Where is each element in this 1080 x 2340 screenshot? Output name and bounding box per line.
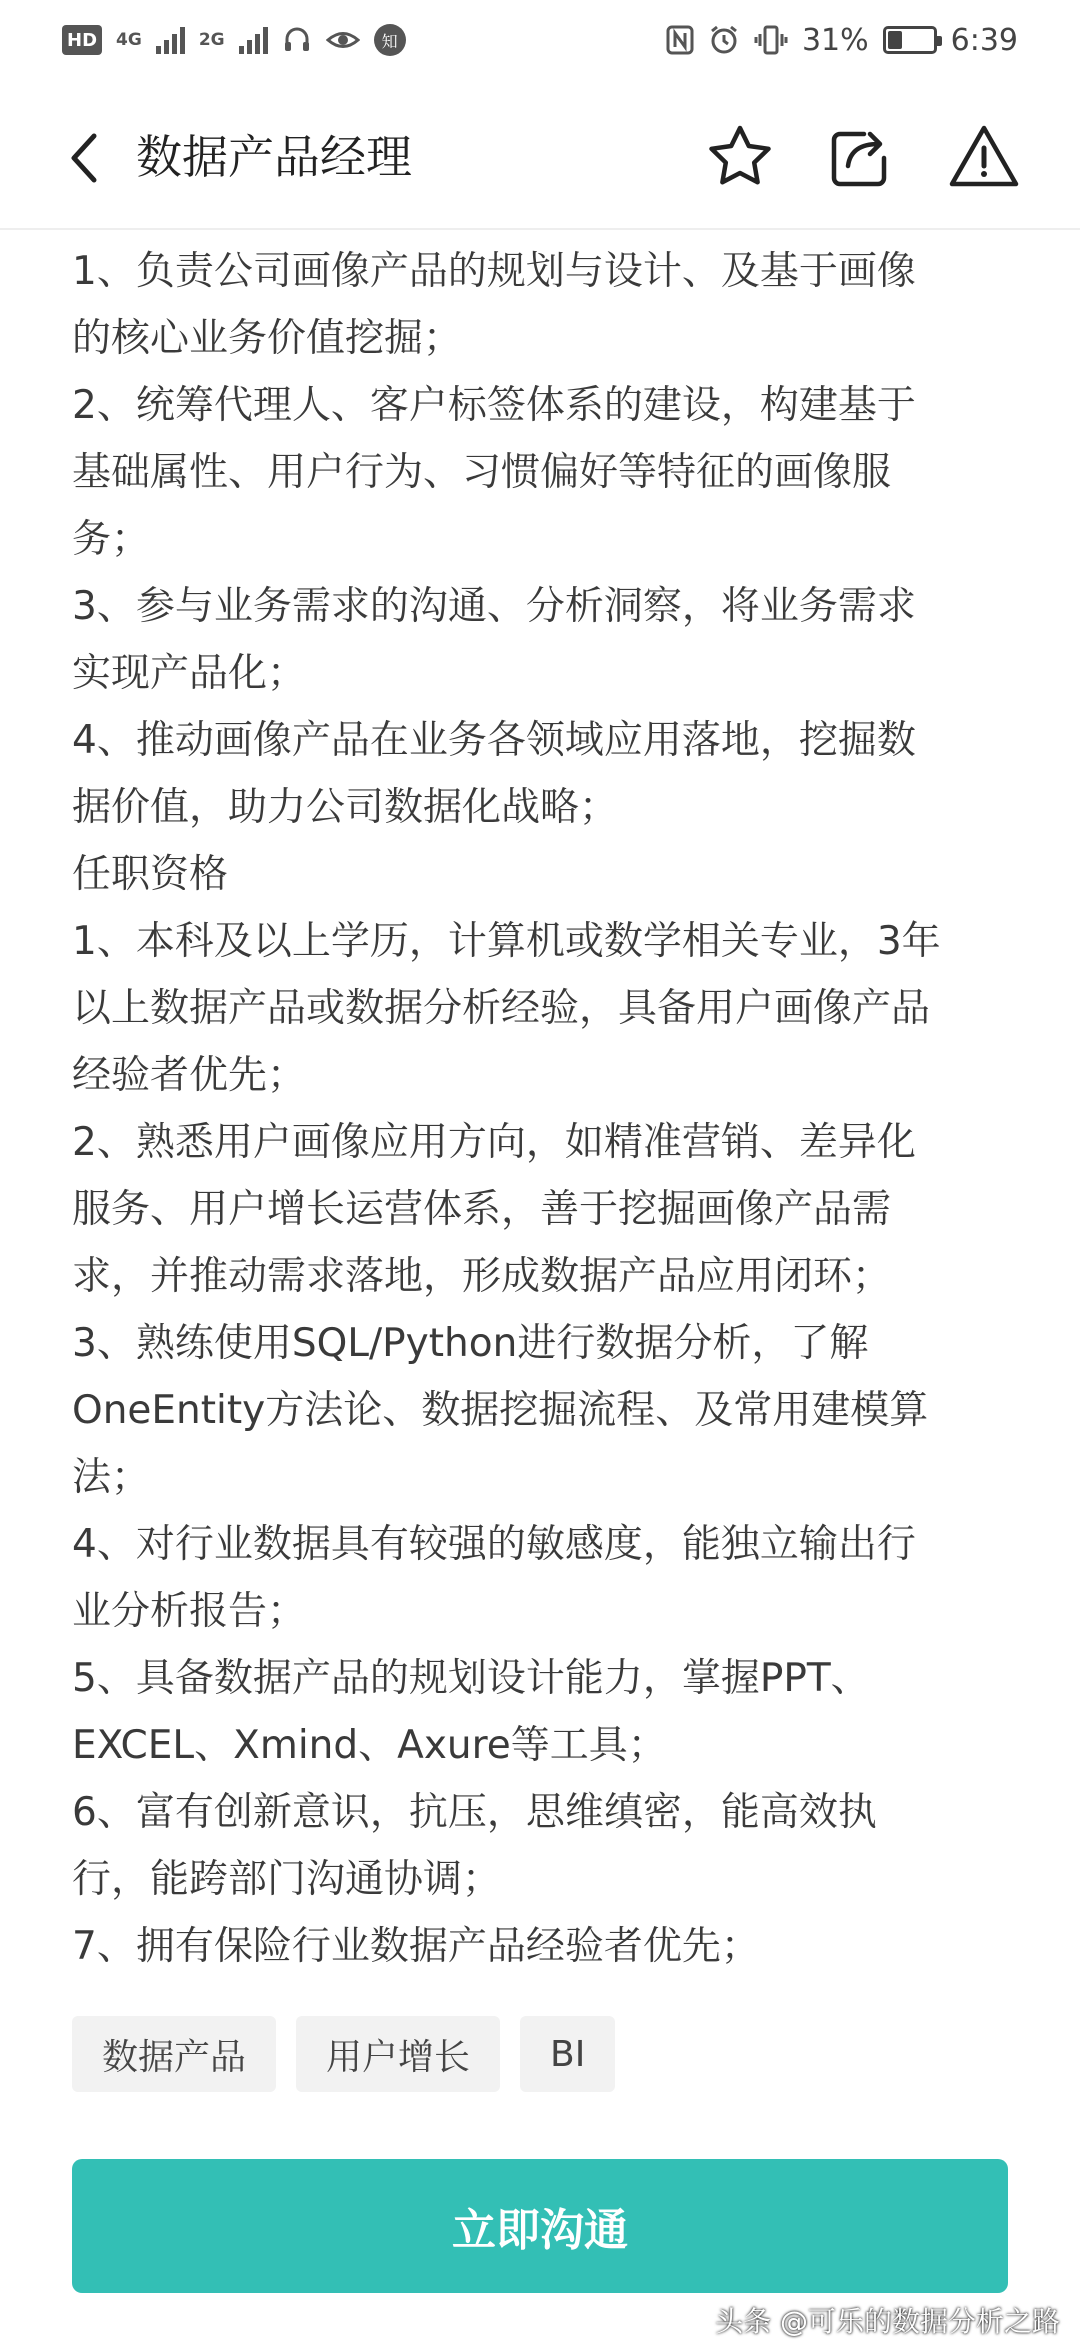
- description-line: 3、参与业务需求的沟通、分析洞察，将业务需求: [72, 584, 916, 629]
- hd-badge: HD: [62, 25, 102, 55]
- page-title: 数据产品经理: [136, 130, 412, 184]
- headset-icon: [282, 25, 312, 55]
- description-line: 的核心业务价值挖掘；: [72, 316, 463, 361]
- description-line: 基础属性、用户行为、习惯偏好等特征的画像服: [72, 450, 892, 495]
- description-line: 据价值，助力公司数据化战略；: [72, 785, 619, 830]
- description-line: 1、负责公司画像产品的规划与设计、及基于画像: [72, 249, 916, 294]
- alarm-icon: [708, 24, 740, 56]
- nfc-icon: [666, 25, 694, 55]
- star-icon[interactable]: [700, 118, 780, 198]
- description-line: OneEntity方法论、数据挖掘流程、及常用建模算: [72, 1388, 929, 1433]
- description-line: 务；: [72, 517, 151, 562]
- description-line: EXCEL、Xmind、Axure等工具；: [72, 1723, 667, 1768]
- description-line: 2、统筹代理人、客户标签体系的建设，构建基于: [72, 383, 916, 428]
- signal-icon: [156, 26, 185, 54]
- tag-user-growth[interactable]: 用户增长: [296, 2016, 500, 2092]
- job-description: [72, 238, 1018, 1980]
- description-line: 6、富有创新意识，抗压，思维缜密，能高效执: [72, 1790, 877, 1835]
- description-line: 3、熟练使用SQL/Python进行数据分析，了解: [72, 1321, 869, 1366]
- description-line: 求，并推动需求落地，形成数据产品应用闭环；: [72, 1254, 892, 1299]
- tag-bi[interactable]: BI: [520, 2016, 615, 2092]
- status-right: [666, 23, 1018, 58]
- clock: 6:39: [950, 22, 1018, 58]
- network-2g-label: 2G: [198, 29, 225, 50]
- warning-icon[interactable]: [944, 118, 1024, 198]
- description-line: 2、熟悉用户画像应用方向，如精准营销、差异化: [72, 1120, 916, 1165]
- eye-icon: [326, 25, 360, 55]
- description-line: 行，能跨部门沟通协调；: [72, 1857, 502, 1902]
- app-header: [0, 80, 1080, 230]
- description-line: 任职资格: [72, 852, 229, 897]
- network-4g-label: 4G: [116, 29, 142, 50]
- description-line: 服务、用户增长运营体系，善于挖掘画像产品需: [72, 1187, 892, 1232]
- description-line: 经验者优先；: [72, 1053, 307, 1098]
- battery-fill: [888, 31, 902, 49]
- description-line: 业分析报告；: [72, 1589, 307, 1634]
- battery-icon: [883, 26, 937, 54]
- battery-percent: 31%: [801, 22, 869, 58]
- watermark: 头条 @可乐的数据分析之路: [715, 2305, 1060, 2338]
- tag-data-product[interactable]: 数据产品: [72, 2016, 276, 2092]
- app-notification-icon: 知: [374, 24, 406, 56]
- status-left: [62, 24, 406, 56]
- signal-icon-2: [239, 26, 268, 54]
- description-line: 4、对行业数据具有较强的敏感度，能独立输出行: [72, 1522, 916, 1567]
- description-line: 4、推动画像产品在业务各领域应用落地，挖掘数: [72, 718, 916, 763]
- description-line: 7、拥有保险行业数据产品经验者优先；: [72, 1924, 760, 1969]
- chevron-left-icon[interactable]: [60, 128, 110, 188]
- description-line: 以上数据产品或数据分析经验，具备用户画像产品: [72, 986, 931, 1031]
- chat-now-button[interactable]: 立即沟通: [72, 2159, 1008, 2293]
- tag-list: [72, 2016, 615, 2092]
- vibrate-icon: [754, 24, 788, 56]
- description-line: 实现产品化；: [72, 651, 307, 696]
- description-line: 5、具备数据产品的规划设计能力，掌握PPT、: [72, 1656, 870, 1701]
- description-line: 1、本科及以上学历，计算机或数学相关专业，3年: [72, 919, 941, 964]
- description-line: 法；: [72, 1455, 151, 1500]
- status-bar: [0, 0, 1080, 80]
- share-icon[interactable]: [820, 118, 900, 198]
